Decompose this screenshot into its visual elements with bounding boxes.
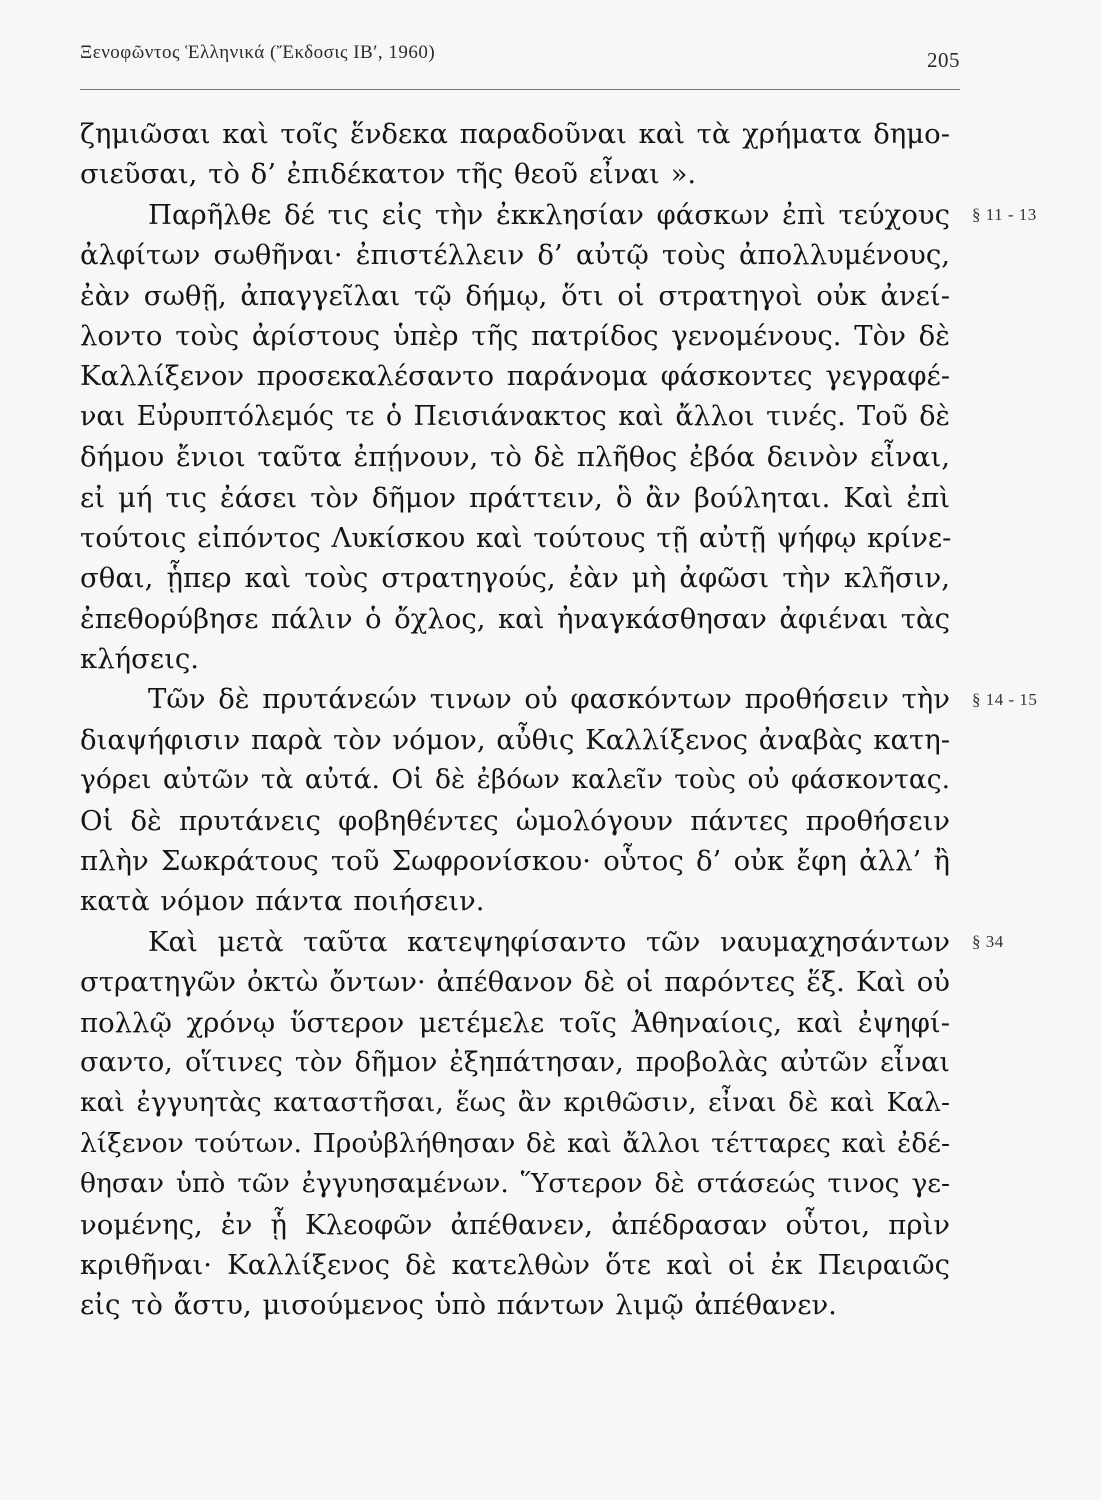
text-line: τούτοις εἰπόντος Λυκίσκου καὶ τούτους τῇ αὐτῇ ψήφῳ κρίνε- — [80, 521, 952, 554]
text-line: Καὶ μετὰ ταῦτα κατεψηφίσαντο τῶν ναυμαχησάντων — [148, 925, 950, 958]
header-rule — [80, 89, 960, 90]
text-line: κριθῆναι· Καλλίξενος δὲ κατελθὼν ὅτε καὶ οἱ ἐκ Πειραιῶς — [80, 1248, 950, 1281]
text-line: εἰ μή τις ἐάσει τὸν δῆμον πράττειν, ὃ ἂν βούληται. Καὶ ἐπὶ — [80, 481, 950, 514]
text-line: διαψήφισιν παρὰ τὸν νόμον, αὖθις Καλλίξενος ἀναβὰς κατη- — [80, 723, 950, 756]
text-line: εἰς τὸ ἄστυ, μισούμενος ὑπὸ πάντων λιμῷ ἀπέθανεν. — [80, 1289, 837, 1322]
text-line: γόρει αὐτῶν τὰ αὐτά. Οἱ δὲ ἐβόων καλεῖν τοὺς οὐ φάσκοντας. — [80, 764, 950, 796]
text-line: κατὰ νόμον πάντα ποιήσειν. — [80, 885, 485, 918]
text-line: Τῶν δὲ πρυτάνεών τινων οὐ φασκόντων προθήσειν τὴν — [148, 683, 950, 716]
text-line: δήμου ἔνιοι ταῦτα ἐπῄνουν, τὸ δὲ πλῆθος ἐβόα δεινὸν εἶναι, — [80, 441, 950, 474]
text-line: ἀλφίτων σωθῆναι· ἐπιστέλλειν δ’ αὐτῷ τοὺς ἀπολλυμένους, — [80, 239, 950, 272]
text-line: πολλῷ χρόνῳ ὕστερον μετέμελε τοῖς Ἀθηναίοις, καὶ ἐψηφί- — [80, 1006, 950, 1039]
text-line: ἐπεθορύβησε πάλιν ὁ ὄχλος, καὶ ἠναγκάσθησαν ἀφιέναι τὰς — [80, 602, 950, 635]
text-line: πλὴν Σωκράτους τοῦ Σωφρονίσκου· οὗτος δ’ οὐκ ἔφη ἀλλ’ ἢ — [80, 845, 950, 878]
main-text — [80, 114, 950, 1326]
running-head-title: Ξενοφῶντος Ἑλληνικά (Ἔκδοσις ΙΒʹ, 1960) — [80, 42, 436, 63]
text-line: σαντο, οἵτινες τὸν δῆμον ἐξηπάτησαν, προβολὰς αὐτῶν εἶναι — [80, 1046, 950, 1078]
text-line: καὶ ἐγγυητὰς καταστῆσαι, ἕως ἂν κριθῶσιν, εἶναι δὲ καὶ Καλ- — [80, 1087, 950, 1119]
text-line: θησαν ὑπὸ τῶν ἐγγυησαμένων. Ὕστερον δὲ στάσεώς τινος γε- — [80, 1168, 950, 1200]
text-line: ζημιῶσαι καὶ τοῖς ἕνδεκα παραδοῦναι καὶ τὰ χρήματα δημο- — [80, 118, 950, 150]
text-line: σθαι, ᾗπερ καὶ τοὺς στρατηγούς, ἐὰν μὴ ἀφῶσι τὴν κλῆσιν, — [80, 562, 950, 595]
text-line: ἐὰν σωθῇ, ἀπαγγεῖλαι τῷ δήμῳ, ὅτι οἱ στρατηγοὶ οὐκ ἀνεί- — [80, 279, 950, 312]
text-line: στρατηγῶν ὀκτὼ ὄντων· ἀπέθανον δὲ οἱ παρόντες ἕξ. Καὶ οὐ — [80, 966, 950, 999]
text-line: κλήσεις. — [80, 643, 200, 676]
text-line: λίξενον τούτων. Προὐβλήθησαν δὲ καὶ ἄλλοι τέτταρες καὶ ἐδέ- — [80, 1127, 950, 1159]
section-reference: § 11 - 13 — [972, 204, 1037, 224]
text-line: σιεῦσαι, τὸ δ’ ἐπιδέκατον τῆς θεοῦ εἶναι ». — [80, 158, 697, 191]
text-line: Καλλίξενον προσεκαλέσαντο παράνομα φάσκοντες γεγραφέ- — [80, 360, 950, 393]
text-line: Οἱ δὲ πρυτάνεις φοβηθέντες ὡμολόγουν πάντες προθήσειν — [80, 804, 950, 837]
section-reference: § 14 - 15 — [972, 689, 1038, 709]
text-line: νομένης, ἐν ᾗ Κλεοφῶν ἀπέθανεν, ἀπέδρασαν οὗτοι, πρὶν — [80, 1208, 950, 1241]
text-line: λοντο τοὺς ἀρίστους ὑπὲρ τῆς πατρίδος γενομένους. Τὸν δὲ — [80, 319, 950, 352]
running-head — [80, 42, 960, 82]
section-reference: § 34 — [972, 932, 1004, 951]
page-number: 205 — [927, 48, 960, 72]
text-line: Παρῆλθε δέ τις εἰς τὴν ἐκκλησίαν φάσκων ἐπὶ τεύχους — [148, 198, 950, 231]
text-line: ναι Εὐρυπτόλεμός τε ὁ Πεισιάνακτος καὶ ἄλλοι τινές. Τοῦ δὲ — [80, 400, 950, 432]
